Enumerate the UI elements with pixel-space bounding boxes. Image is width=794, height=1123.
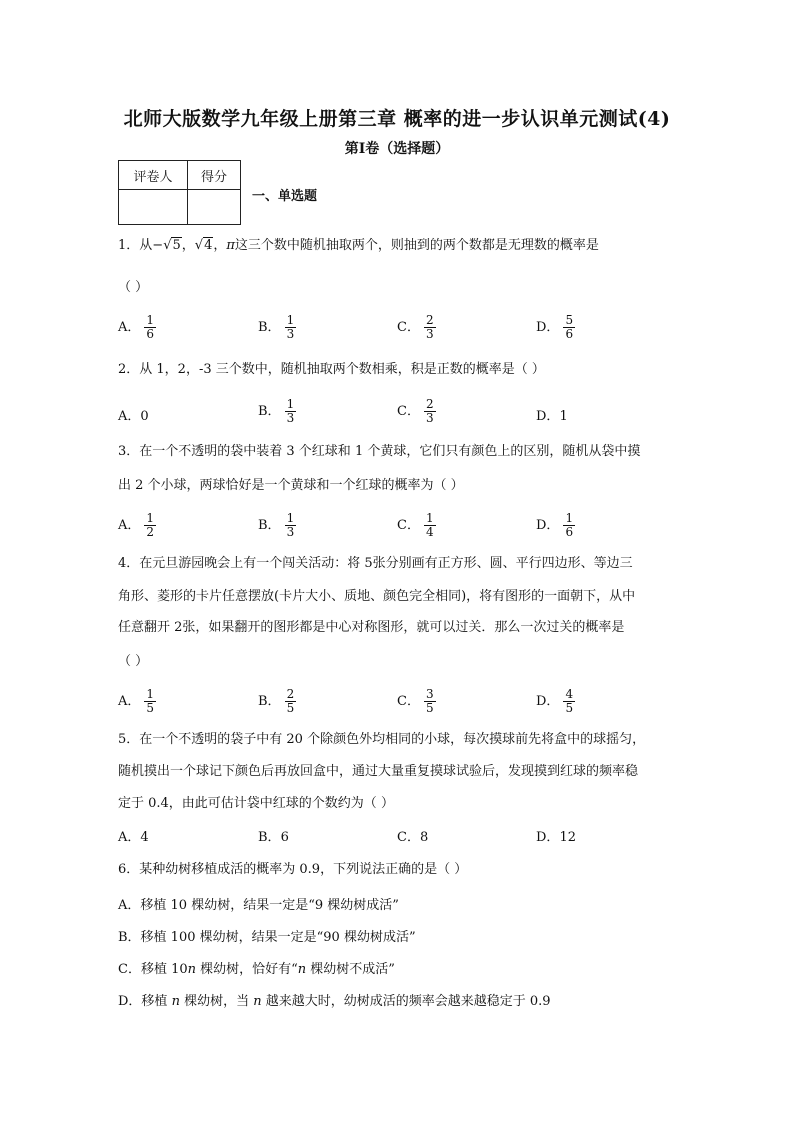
q6-option-c[interactable] — [118, 962, 395, 978]
question-6: 6．某种幼树移植成活的概率为 0.9，下列说法正确的是（ ） — [118, 862, 468, 877]
q5-option-b[interactable] — [258, 826, 289, 845]
numerator: 1 — [146, 687, 155, 701]
option-letter: B． — [258, 830, 281, 845]
page-title: 北师大版数学九年级上册第三章 概率的进一步认识单元测试(4) — [123, 108, 671, 130]
fraction — [285, 512, 297, 539]
option-value: 6 — [280, 830, 289, 845]
option-letter: D． — [536, 320, 560, 335]
denominator: 5 — [286, 701, 295, 715]
grader-cell — [119, 190, 188, 225]
question-5-line-2: 随机摸出一个球记下颜色后再放回盒中，通过大量重复摸球试验后，发现摸到红球的频率稳 — [118, 764, 639, 779]
q1-minus: − — [152, 238, 164, 253]
option-letter: C． — [397, 694, 420, 709]
numerator: 1 — [146, 313, 155, 327]
option-letter: C． — [397, 830, 420, 845]
q1-text: 这三个数中随机抽取两个，则抽到的两个数都是无理数的概率是 — [234, 238, 599, 253]
option-letter: B． — [258, 320, 281, 335]
q1-prefix: 1．从 — [118, 238, 153, 253]
variable-n: n — [253, 994, 262, 1009]
denominator: 6 — [565, 327, 574, 341]
numerator: 1 — [565, 511, 574, 525]
fraction — [144, 688, 156, 715]
part-title: 一、单选题 — [252, 189, 318, 204]
numerator: 1 — [425, 511, 434, 525]
q1-option-c[interactable] — [397, 314, 436, 341]
q6-option-d[interactable] — [118, 994, 551, 1010]
denominator: 6 — [565, 525, 574, 539]
question-2: 2．从 1，2，-3 三个数中，随机抽取两个数相乘，积是正数的概率是（ ） — [118, 362, 545, 377]
fraction — [285, 398, 297, 425]
fraction — [424, 688, 436, 715]
variable-n: n — [187, 962, 196, 977]
option-letter: B． — [258, 518, 281, 533]
q1-sep: ， — [181, 238, 195, 253]
q4-option-a[interactable] — [118, 688, 156, 715]
question-1 — [118, 238, 599, 254]
question-3-line-2: 出 2 个小球，两球恰好是一个黄球和一个红球的概率为（ ） — [118, 478, 464, 493]
fraction — [424, 314, 436, 341]
denominator: 6 — [146, 327, 155, 341]
option-value: 12 — [559, 830, 576, 845]
grader-header: 评卷人 — [119, 161, 188, 190]
denominator: 3 — [425, 411, 434, 425]
numerator: 1 — [286, 397, 295, 411]
option-text: 棵幼树，当 — [179, 994, 254, 1009]
option-letter: A． — [118, 830, 141, 845]
score-table — [118, 160, 241, 225]
fraction — [285, 688, 297, 715]
denominator: 2 — [146, 525, 155, 539]
q2-option-d[interactable] — [536, 405, 568, 424]
q4-paren: （ ） — [118, 654, 149, 669]
denominator: 5 — [565, 701, 574, 715]
q3-option-c[interactable] — [397, 512, 436, 539]
q2-option-c[interactable] — [397, 398, 436, 425]
option-value: 8 — [419, 830, 429, 845]
denominator: 5 — [146, 701, 155, 715]
q1-paren: （ ） — [118, 280, 149, 295]
option-letter: C． — [397, 320, 420, 335]
question-5-line-3: 定于 0.4，由此可估计袋中红球的个数约为（ ） — [118, 796, 394, 811]
fraction — [144, 314, 156, 341]
option-letter: D． — [536, 409, 560, 424]
q2-option-a[interactable] — [118, 405, 149, 424]
denominator: 3 — [286, 327, 295, 341]
option-letter: A． — [118, 694, 141, 709]
q5-option-a[interactable] — [118, 826, 149, 845]
option-letter: B． — [258, 404, 281, 419]
fraction — [563, 512, 575, 539]
sqrt-4: √4 — [194, 238, 213, 253]
option-letter: C． — [397, 404, 420, 419]
question-4-line-1: 4．在元旦游园晚会上有一个闯关活动：将 5张分别画有正方形、圆、平行四边形、等边三 — [118, 556, 633, 571]
denominator: 3 — [286, 525, 295, 539]
option-text: D．移植 — [118, 994, 172, 1009]
option-value: 4 — [140, 830, 149, 845]
fraction — [144, 512, 156, 539]
fraction — [563, 314, 575, 341]
q5-option-d[interactable] — [536, 826, 576, 845]
option-text: 棵幼树，恰好有“ — [196, 962, 298, 977]
option-value: 1 — [559, 409, 568, 424]
denominator: 5 — [425, 701, 434, 715]
numerator: 1 — [146, 511, 155, 525]
option-letter: A． — [118, 518, 141, 533]
numerator: 1 — [286, 511, 295, 525]
option-value: 0 — [140, 409, 149, 424]
fraction — [563, 688, 575, 715]
denominator: 3 — [425, 327, 434, 341]
numerator: 1 — [286, 313, 295, 327]
denominator: 3 — [286, 411, 295, 425]
q4-option-c[interactable] — [397, 688, 436, 715]
numerator: 2 — [286, 687, 295, 701]
question-4-line-2: 角形、菱形的卡片任意摆放(卡片大小、质地、颜色完全相同)，将有图形的一面朝下，从中 — [118, 589, 636, 604]
fraction — [424, 512, 436, 539]
option-letter: B． — [258, 694, 281, 709]
q1-option-d[interactable] — [536, 314, 575, 341]
pi-symbol: π — [226, 238, 235, 253]
q3-option-d[interactable] — [536, 512, 575, 539]
section-title: 第Ⅰ卷（选择题） — [344, 141, 450, 157]
option-letter: A． — [118, 409, 141, 424]
option-text: 棵幼树不成活” — [306, 962, 395, 977]
q5-option-c[interactable] — [397, 826, 428, 845]
q6-option-a[interactable]: A．移植 10 棵幼树，结果一定是“9 棵幼树成活” — [118, 898, 399, 913]
question-3-line-1: 3．在一个不透明的袋中装着 3 个红球和 1 个黄球，它们只有颜色上的区别，随机从袋中摸 — [118, 444, 641, 459]
numerator: 3 — [425, 687, 434, 701]
q4-option-d[interactable] — [536, 688, 575, 715]
q6-option-b[interactable]: B．移植 100 棵幼树，结果一定是“90 棵幼树成活” — [118, 930, 416, 945]
variable-n: n — [171, 994, 180, 1009]
option-letter: A． — [118, 320, 141, 335]
q3-option-a[interactable] — [118, 512, 156, 539]
option-letter: D． — [536, 830, 560, 845]
radicand-5: 5 — [172, 238, 181, 253]
q1-option-a[interactable] — [118, 314, 156, 341]
q1-option-b[interactable] — [258, 314, 296, 341]
q2-option-b[interactable] — [258, 398, 296, 425]
option-letter: C． — [397, 518, 420, 533]
q1-sep: ， — [213, 238, 227, 253]
variable-n: n — [297, 962, 307, 977]
question-4-line-3: 任意翻开 2张，如果翻开的图形都是中心对称图形，就可以过关．那么一次过关的概率是 — [118, 620, 625, 635]
numerator: 5 — [565, 313, 574, 327]
score-cell — [188, 190, 241, 225]
denominator: 4 — [425, 525, 434, 539]
fraction — [285, 314, 297, 341]
numerator: 2 — [425, 313, 434, 327]
option-text: C．移植 10 — [118, 962, 188, 977]
radicand-4: 4 — [204, 238, 213, 253]
numerator: 2 — [425, 397, 434, 411]
fraction — [424, 398, 436, 425]
option-text: 越来越大时，幼树成活的频率会越来越稳定于 0.9 — [261, 994, 551, 1009]
option-letter: D． — [536, 694, 560, 709]
q4-option-b[interactable] — [258, 688, 296, 715]
q3-option-b[interactable] — [258, 512, 296, 539]
option-letter: D． — [536, 518, 560, 533]
sqrt-5: √5 — [163, 238, 181, 253]
score-header: 得分 — [188, 161, 241, 190]
numerator: 4 — [565, 687, 574, 701]
question-5-line-1: 5．在一个不透明的袋子中有 20 个除颜色外均相同的小球，每次摸球前先将盒中的球摇匀， — [118, 732, 646, 747]
